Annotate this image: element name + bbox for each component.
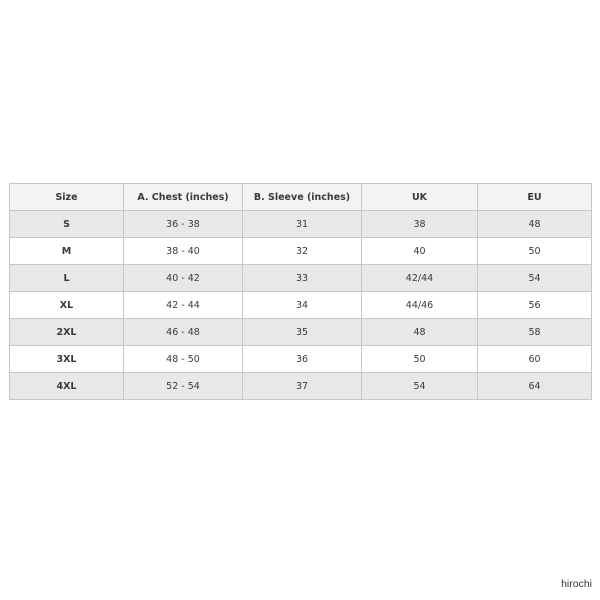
uk-cell: 38 (362, 211, 478, 238)
size-cell: M (10, 238, 124, 265)
uk-cell: 48 (362, 319, 478, 346)
sleeve-cell: 34 (243, 292, 362, 319)
uk-cell: 50 (362, 346, 478, 373)
eu-cell: 48 (478, 211, 592, 238)
header-chest: A. Chest (inches) (124, 184, 243, 211)
watermark-text: hirochi (561, 578, 592, 590)
table-row (10, 211, 592, 238)
eu-cell: 54 (478, 265, 592, 292)
size-cell: 4XL (10, 373, 124, 400)
chest-cell: 52 - 54 (124, 373, 243, 400)
size-cell: XL (10, 292, 124, 319)
chest-cell: 36 - 38 (124, 211, 243, 238)
eu-cell: 56 (478, 292, 592, 319)
header-size: Size (10, 184, 124, 211)
table-row (10, 265, 592, 292)
chest-cell: 46 - 48 (124, 319, 243, 346)
sleeve-cell: 33 (243, 265, 362, 292)
sleeve-cell: 35 (243, 319, 362, 346)
header-sleeve: B. Sleeve (inches) (243, 184, 362, 211)
header-eu: EU (478, 184, 592, 211)
eu-cell: 64 (478, 373, 592, 400)
uk-cell: 42/44 (362, 265, 478, 292)
chest-cell: 40 - 42 (124, 265, 243, 292)
sleeve-cell: 31 (243, 211, 362, 238)
sleeve-cell: 32 (243, 238, 362, 265)
table-row (10, 238, 592, 265)
size-chart-table (9, 183, 592, 400)
chest-cell: 48 - 50 (124, 346, 243, 373)
header-row (10, 184, 592, 211)
table-row (10, 346, 592, 373)
chest-cell: 38 - 40 (124, 238, 243, 265)
size-cell: L (10, 265, 124, 292)
sleeve-cell: 36 (243, 346, 362, 373)
sleeve-cell: 37 (243, 373, 362, 400)
table-row (10, 292, 592, 319)
uk-cell: 44/46 (362, 292, 478, 319)
eu-cell: 60 (478, 346, 592, 373)
size-cell: 3XL (10, 346, 124, 373)
table-row (10, 319, 592, 346)
table-row (10, 373, 592, 400)
uk-cell: 40 (362, 238, 478, 265)
size-cell: S (10, 211, 124, 238)
chest-cell: 42 - 44 (124, 292, 243, 319)
uk-cell: 54 (362, 373, 478, 400)
eu-cell: 58 (478, 319, 592, 346)
eu-cell: 50 (478, 238, 592, 265)
header-uk: UK (362, 184, 478, 211)
size-cell: 2XL (10, 319, 124, 346)
